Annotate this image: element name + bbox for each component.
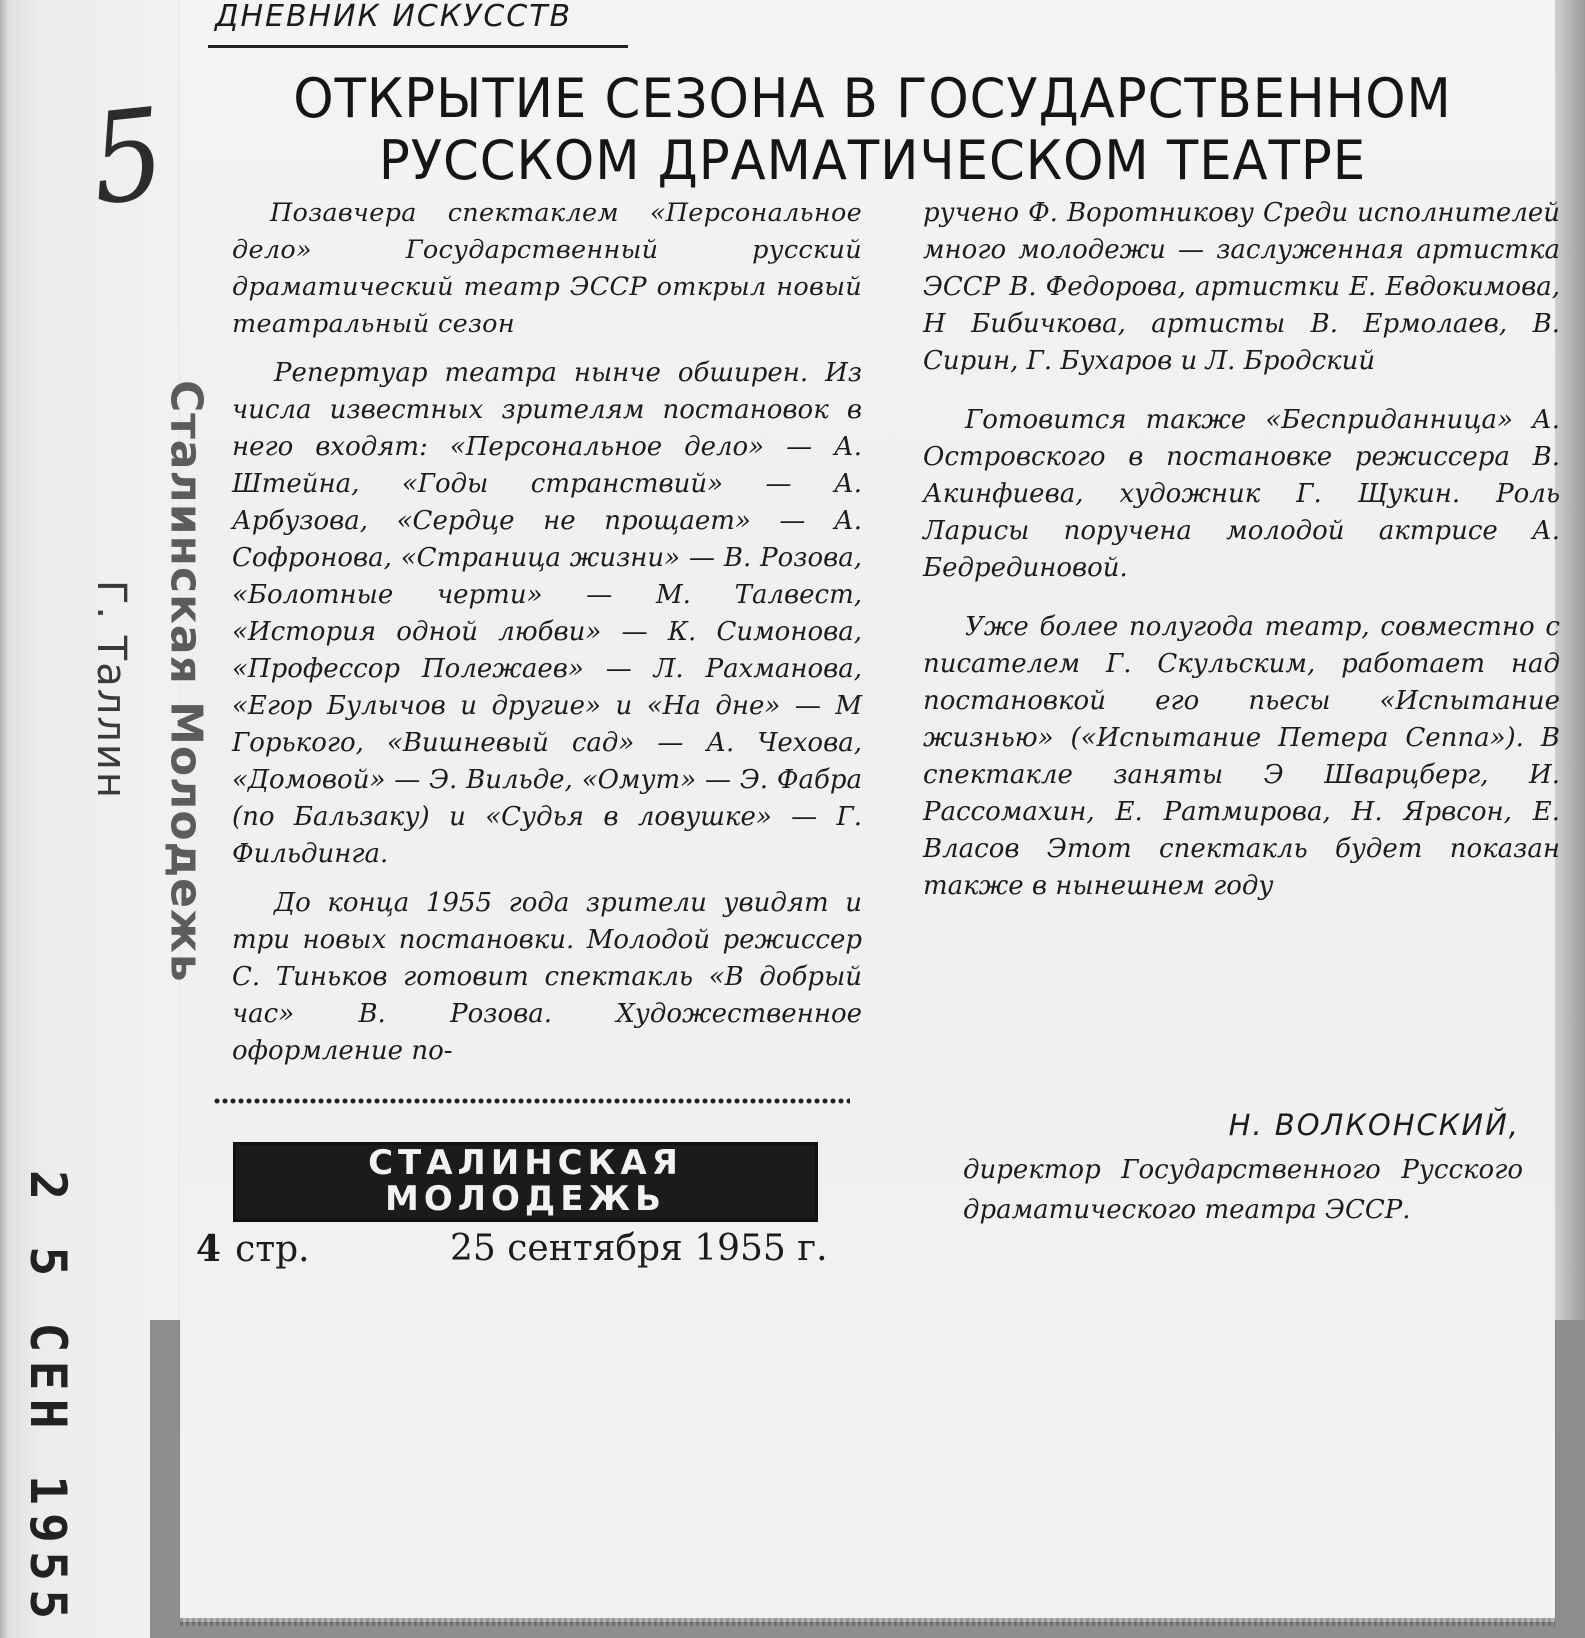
rubric-title: ДНЕВНИК ИСКУССТВ [215, 0, 573, 34]
page-number-value: 4 [196, 1228, 222, 1270]
dotted-separator [213, 1095, 850, 1107]
rubric-underline [208, 45, 628, 48]
repertoire-paragraph: Репертуар театра нынче обширен. Из числа известных зрителям постановок в него входят: «Персональное дело» — А. Штейна, «Годы странствий» — А. Арбузова, «Сердце не прощает» — А. Софронова, «Страница жизни» — В. Розова, «Болотные черти» — М. Талвест, «История одной любви» — К. Симонова, «Профессор Полежаев» — Л. Рахманова, «Егор Булычов и другие» и «На дне» — М Горького, «Вишневый сад» — А. Чехова, «Домовой» — Э. Вильде, «Омут» — Э. Фабра (по Бальзаку) и «Судья в ловушке» — Г. Фильдинга. [232, 358, 862, 869]
author-title: директор Государственного Русского драматического театра ЭССР. [963, 1155, 1523, 1225]
author-name: Н. ВОЛКОНСКИЙ, [1228, 1108, 1520, 1142]
lead-paragraph: Позавчера спектаклем «Персональное дело» Государственный русский драматический театр ЭССР открыл новый театральный сезон [232, 198, 862, 339]
issue-date: 25 сентября 1955 г. [450, 1228, 828, 1269]
page-number [196, 1228, 310, 1270]
clipping-edge [180, 1618, 1555, 1626]
dowerless-paragraph: Готовится также «Бесприданница» А. Островского в постановке режиссера В. Акинфиева, художник Г. Щукин. Роль Ларисы поручена молодой актрисе А. Бедрединовой. [923, 405, 1560, 583]
paper-name-stamp: Сталинская Молодежь [160, 380, 212, 983]
new-productions-paragraph: До конца 1955 года зрители увидят и три новых постановки. Молодой режиссер С. Тиньков готовит спектакль «В добрый час» В. Розова. Художественное оформление по- [232, 888, 862, 1066]
headline-line-1: ОТКРЫТИЕ СЕЗОНА В ГОСУДАРСТВЕННОМ [293, 67, 1452, 130]
pencil-number: 5 [84, 81, 171, 234]
masthead-line-1: СТАЛИНСКАЯ [368, 1143, 683, 1183]
masthead-line-2: МОЛОДЕЖЬ [385, 1179, 666, 1219]
handwritten-city: Г. Таллин [88, 579, 134, 801]
left-column [232, 195, 862, 1082]
date-stamp: 2 5 СЕН 1955 [19, 1170, 77, 1628]
headline-line-2: РУССКОМ ДРАМАТИЧЕСКОМ ТЕАТРЕ [378, 129, 1367, 192]
skulsky-play-paragraph: Уже более полугода театр, совместно с писателем Г. Скульским, работает над постановкой его пьесы «Испытание жизнью» («Испытание Петера Сеппа»). В спектакле заняты Э Шварцберг, И. Рассомахин, Е. Ратмирова, Н. Ярвсон, Е. Власов Этот спектакль будет показан также в нынешнем году [923, 612, 1560, 901]
newspaper-masthead [233, 1142, 818, 1222]
cast-paragraph: ручено Ф. Воротникову Среди исполнителей много молодежи — заслуженная артистка ЭССР В. Федорова, артистки Е. Евдокимова, Н Бибичкова, артисты В. Ермолаев, В. Сирин, Г. Бухаров и Л. Бродский [923, 198, 1560, 376]
article-headline [291, 68, 1455, 192]
page-label: стр. [235, 1229, 310, 1270]
right-column [923, 195, 1560, 917]
card-edge [0, 0, 8, 1638]
